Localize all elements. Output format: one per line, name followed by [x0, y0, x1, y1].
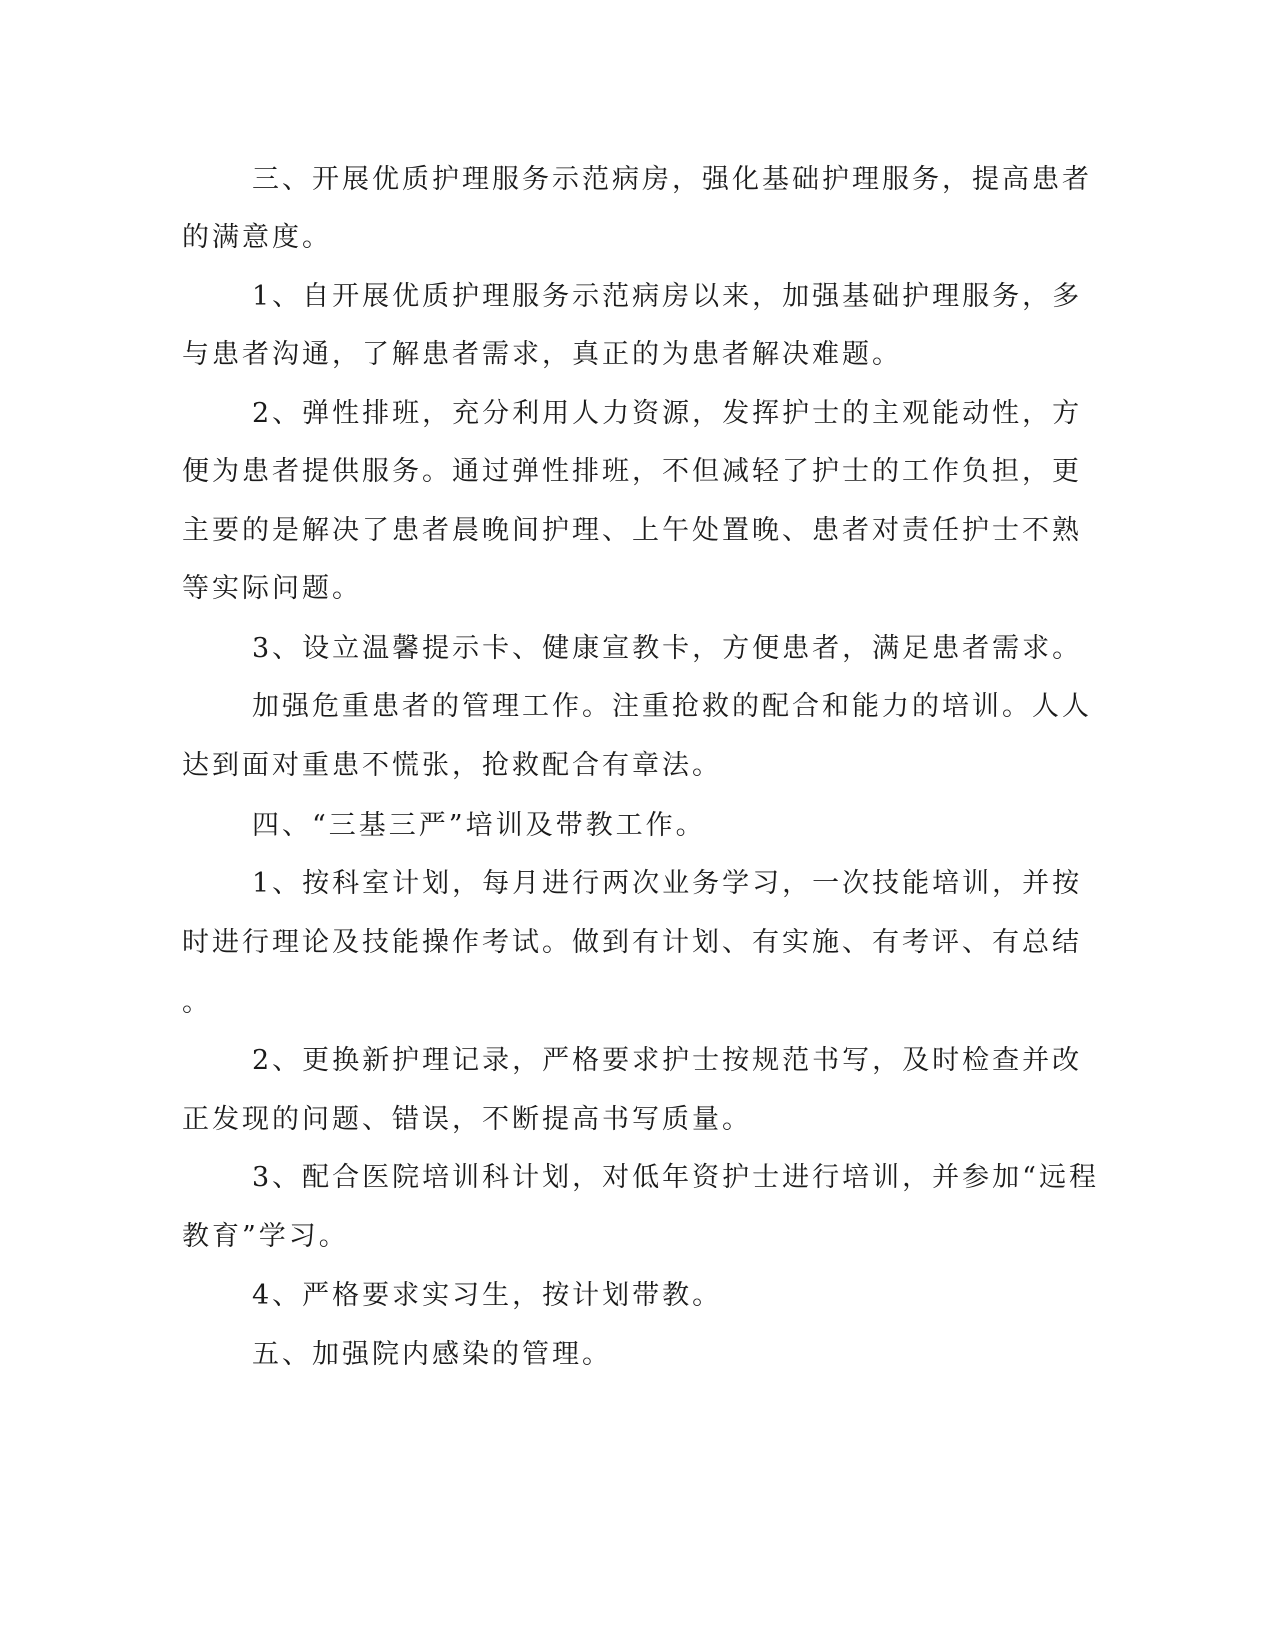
- text-line: 3、配合医院培训科计划，对低年资护士进行培训，并参加“远程: [252, 1162, 1099, 1193]
- text-line: 2、弹性排班，充分利用人力资源，发挥护士的主观能动性，方: [252, 398, 1083, 429]
- text-line: 的满意度。: [182, 222, 332, 253]
- text-line: 与患者沟通，了解患者需求，真正的为患者解决难题。: [182, 339, 902, 370]
- text-line: 2、更换新护理记录，严格要求护士按规范书写，及时检查并改: [252, 1045, 1083, 1076]
- text-line: 3、设立温馨提示卡、健康宣教卡，方便患者，满足患者需求。: [252, 633, 1083, 664]
- text-line: 便为患者提供服务。通过弹性排班，不但减轻了护士的工作负担，更: [182, 456, 1082, 487]
- text-line: 4、严格要求实习生，按计划带教。: [252, 1280, 723, 1311]
- text-line: 1、自开展优质护理服务示范病房以来，加强基础护理服务，多: [252, 281, 1083, 312]
- text-line: 三、开展优质护理服务示范病房，强化基础护理服务，提高患者: [252, 164, 1092, 195]
- text-line: 时进行理论及技能操作考试。做到有计划、有实施、有考评、有总结: [182, 927, 1082, 958]
- text-line: 主要的是解决了患者晨晚间护理、上午处置晚、患者对责任护士不熟: [182, 515, 1082, 546]
- text-line: 正发现的问题、错误，不断提高书写质量。: [182, 1104, 752, 1135]
- text-line: 等实际问题。: [182, 573, 362, 604]
- text-line: 四、“三基三严”培训及带教工作。: [252, 810, 706, 841]
- text-line: 五、加强院内感染的管理。: [252, 1339, 612, 1370]
- text-line: 1、按科室计划，每月进行两次业务学习，一次技能培训，并按: [252, 868, 1083, 899]
- text-line: 教育”学习。: [182, 1221, 349, 1252]
- text-line: 达到面对重患不慌张，抢救配合有章法。: [182, 750, 722, 781]
- text-line: 。: [182, 987, 212, 1018]
- text-line: 加强危重患者的管理工作。注重抢救的配合和能力的培训。人人: [252, 691, 1092, 722]
